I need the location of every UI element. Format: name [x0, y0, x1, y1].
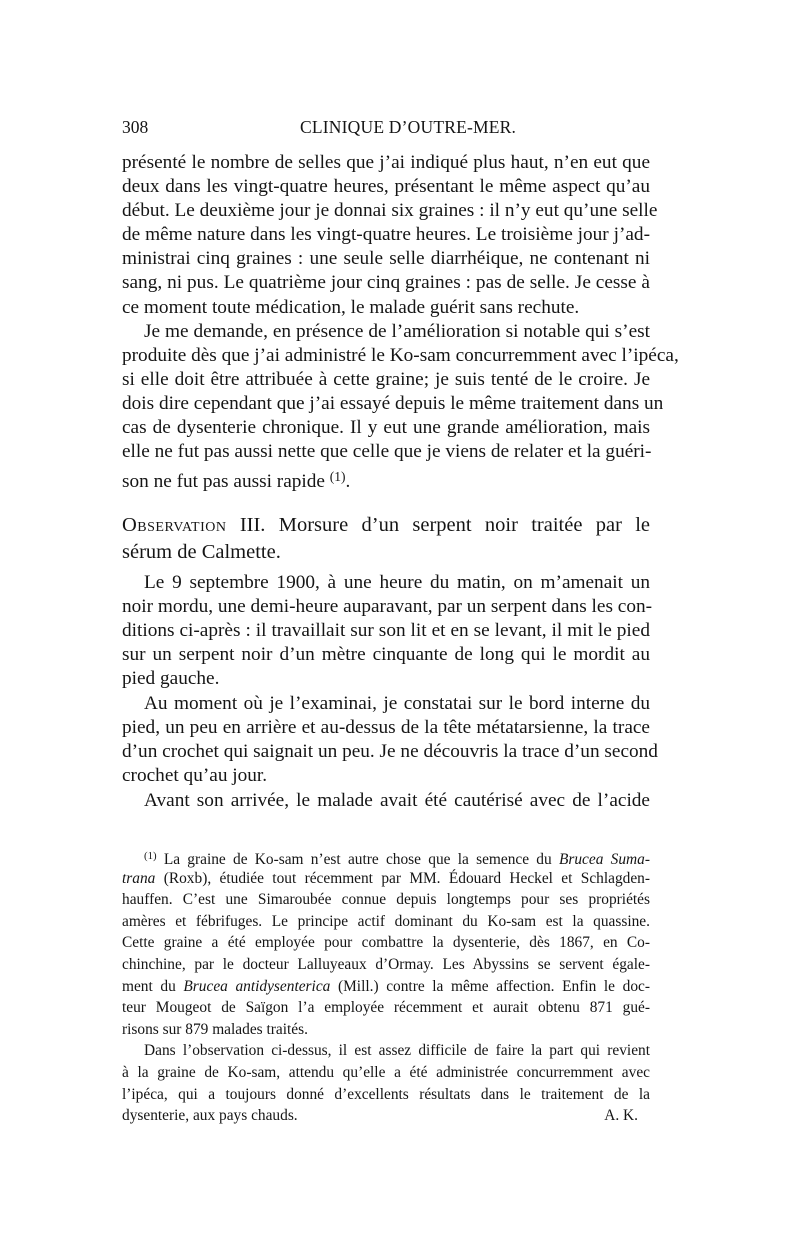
footnote-line: à la graine de Ko-sam, attendu qu’elle a été administrée concurremment avec: [122, 1063, 650, 1081]
footnote-ref: (1): [329, 468, 346, 484]
footnote-line: chinchine, par le docteur Lalluyeaux d’Ormay. Les Abyssins se servent égale-: [122, 955, 650, 973]
footnote-line: l’ipéca, qui a toujours donné d’excellents résultats dans le traitement de la: [122, 1085, 650, 1103]
footnote-line: [122, 1105, 650, 1127]
running-title: CLINIQUE D’OUTRE-MER.: [300, 117, 517, 137]
species-name: trana: [122, 869, 156, 887]
paragraph-5: [122, 789, 650, 813]
text-line: ditions ci-après : il travaillait sur son lit et en se levant, il mit le pied: [122, 620, 650, 642]
text-line: Au moment où je l’examinai, je constatai sur le bord interne du: [144, 693, 650, 714]
text-line: [122, 465, 650, 492]
observation-heading: [122, 512, 650, 566]
footnote-line: amères et fébrifuges. Le principe actif dominant du Ko-sam est la quassine.: [122, 912, 650, 930]
footnote-line: risons sur 879 malades traités.: [122, 1020, 308, 1038]
text-line: Avant son arrivée, le malade avait été cautérisé avec de l’acide: [144, 790, 650, 811]
text-line: d’un crochet qui saignait un peu. Je ne découvris la trace d’un second: [122, 741, 658, 763]
footnote-line: Cette graine a été employée pour combattre la dysenterie, dès 1867, en Co-: [122, 934, 650, 952]
text-line: Le 9 septembre 1900, à une heure du matin, on m’amenait un: [144, 572, 650, 593]
text-line: cas de dysenterie chronique. Il y eut une grande amélioration, mais: [122, 417, 650, 439]
text-line: si elle doit être attribuée à cette graine; je suis tenté de le croire. Je: [122, 369, 650, 391]
paragraph-4: [122, 692, 658, 788]
observation-title-1: Morsure d’un serpent noir traitée par le: [278, 514, 651, 536]
text-line: ce moment toute médication, le malade guérit sans rechute.: [122, 296, 580, 318]
text-line: deux dans les vingt-quatre heures, présentant le même aspect qu’au: [122, 176, 650, 198]
text-line: ministrai cinq graines : une seule selle diarrhéique, ne contenant ni: [122, 248, 650, 270]
signature: A. K.: [604, 1107, 638, 1125]
text-line: sang, ni pus. Le quatrième jour cinq graines : pas de selle. Je cesse à: [122, 272, 650, 294]
text-line: crochet qu’au jour.: [122, 765, 268, 787]
footnote-line: [122, 976, 650, 998]
footnote-text: (Roxb), étudiée tout récemment par MM. Édouard Heckel et Schlagden-: [163, 869, 650, 887]
text-line: dois dire cependant que j’ai essayé depuis le même traitement dans un: [122, 393, 664, 415]
footnote-line: [122, 868, 650, 890]
punct: .: [345, 470, 351, 492]
footnote: [122, 846, 650, 1127]
text-line: elle ne fut pas aussi nette que celle que je viens de relater et la guéri-: [122, 441, 652, 463]
species-name: Brucea Suma-: [558, 850, 650, 868]
paragraph-3: [122, 571, 653, 691]
footnote-line: [122, 846, 650, 868]
text-line: produite dès que j’ai administré le Ko-sam concurremment avec l’ipéca,: [122, 345, 679, 367]
footnote-line: teur Mougeot de Saïgon l’a employée récemment et aurait obtenu 871 gué-: [122, 999, 650, 1017]
footnote-line: Dans l’observation ci-dessus, il est assez difficile de faire la part qui revient: [144, 1042, 650, 1060]
text-line: de même nature dans les vingt-quatre heures. Le troisième jour j’ad-: [122, 224, 650, 246]
footnote-text: (Mill.) contre la même affection. Enfin le doc-: [337, 977, 650, 995]
page-header: [122, 117, 650, 141]
footnote-text: La graine de Ko-sam n’est autre chose que la semence du: [163, 850, 552, 868]
text-line: pied gauche.: [122, 668, 220, 690]
observation-label: Observation: [122, 514, 227, 536]
footnote-marker: (1): [144, 850, 157, 862]
paragraph-1: [122, 151, 658, 320]
text-line: début. Le deuxième jour je donnai six graines : il n’y eut qu’une selle: [122, 200, 658, 222]
last-line-text: son ne fut pas aussi rapide: [122, 470, 325, 492]
footnote-text: dysenterie, aux pays chauds.: [122, 1107, 298, 1125]
observation-number: III.: [239, 514, 266, 536]
text-line: pied, un peu en arrière et au-dessus de la tête métatarsienne, la trace: [122, 717, 650, 739]
paragraph-2: [122, 320, 679, 492]
footnote-line: hauffen. C’est une Simaroubée connue depuis longtemps pour ses propriétés: [122, 891, 650, 909]
species-name: Brucea antidysenterica: [183, 977, 331, 995]
heading-line: sérum de Calmette.: [122, 541, 281, 563]
page-number: 308: [122, 117, 149, 137]
heading-line: [122, 512, 650, 539]
text-line: noir mordu, une demi-heure auparavant, par un serpent dans les con-: [122, 596, 653, 618]
text-line: présenté le nombre de selles que j’ai indiqué plus haut, n’en eut que: [122, 152, 650, 173]
footnote-text: ment du: [122, 977, 176, 995]
text-line: Je me demande, en présence de l’amélioration si notable qui s’est: [144, 321, 650, 342]
text-line: sur un serpent noir d’un mètre cinquante de long qui le mordit au: [122, 644, 650, 666]
